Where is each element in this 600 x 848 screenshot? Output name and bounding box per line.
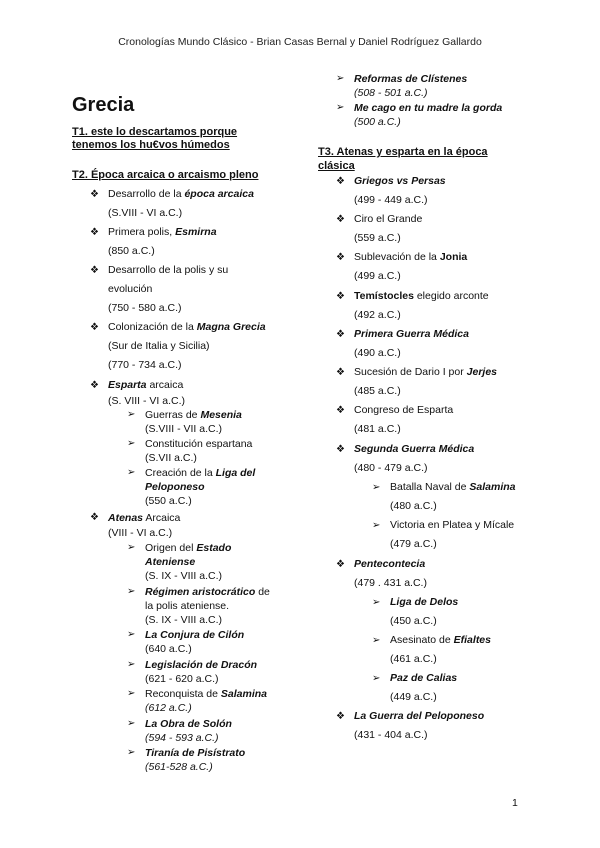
item-date: (479 a.C.) <box>390 538 437 550</box>
list-item-cont: evolución <box>108 283 153 295</box>
diamond-bullet-icon: ❖ <box>336 252 345 263</box>
item-date: (750 - 580 a.C.) <box>108 302 182 314</box>
list-item: Atenas Arcaica <box>108 512 181 524</box>
diamond-bullet-icon: ❖ <box>336 559 345 570</box>
sub-item: Constitución espartana <box>145 438 253 450</box>
item-date: (770 - 734 a.C.) <box>108 359 182 371</box>
list-item: Me cago en tu madre la gorda <box>354 102 503 114</box>
sub-item: Victoria en Platea y Mícale <box>390 519 515 531</box>
arrow-bullet-icon: ➢ <box>127 718 136 729</box>
item-date: (492 a.C.) <box>354 309 401 321</box>
page-number: 1 <box>512 797 518 809</box>
arrow-bullet-icon: ➢ <box>127 659 136 670</box>
sub-item: Creación de la Liga del <box>145 467 256 479</box>
sub-item-cont: Peloponeso <box>145 481 205 493</box>
arrow-bullet-icon: ➢ <box>372 482 381 493</box>
sub-item: Batalla Naval de Salamina <box>390 481 516 493</box>
list-item: Sublevación de la Jonia <box>354 251 468 263</box>
arrow-bullet-icon: ➢ <box>372 635 381 646</box>
diamond-bullet-icon: ❖ <box>336 176 345 187</box>
arrow-bullet-icon: ➢ <box>372 597 381 608</box>
sub-item-cont: Ateniense <box>145 556 196 568</box>
item-date: (431 - 404 a.C.) <box>354 729 428 741</box>
item-date: (559 a.C.) <box>354 232 401 244</box>
item-date: (621 - 620 a.C.) <box>145 673 219 685</box>
list-item: Colonización de la Magna Grecia <box>108 321 266 333</box>
arrow-bullet-icon: ➢ <box>127 586 136 597</box>
arrow-bullet-icon: ➢ <box>372 520 381 531</box>
item-date: (508 - 501 a.C.) <box>354 87 428 99</box>
sub-item: La Conjura de Cilón <box>145 629 245 641</box>
item-date: (S.VIII - VI a.C.) <box>108 207 183 219</box>
item-date: (640 a.C.) <box>145 643 192 655</box>
item-date: (500 a.C.) <box>354 116 401 128</box>
sub-item: Régimen aristocrático de <box>145 586 270 598</box>
list-item: Ciro el Grande <box>354 213 423 225</box>
diamond-bullet-icon: ❖ <box>90 322 99 333</box>
list-item: Pentecontecia <box>354 558 426 570</box>
list-item: Desarrollo de la época arcaica <box>108 188 254 200</box>
sub-item: La Obra de Solón <box>145 718 232 730</box>
item-date: (S. IX - VIII a.C.) <box>145 614 223 626</box>
list-item: Sucesión de Dario I por Jerjes <box>354 366 498 378</box>
list-item: La Guerra del Peloponeso <box>354 710 485 722</box>
arrow-bullet-icon: ➢ <box>127 747 136 758</box>
item-date: (S.VIII - VII a.C.) <box>145 423 223 435</box>
arrow-bullet-icon: ➢ <box>127 409 136 420</box>
arrow-bullet-icon: ➢ <box>127 629 136 640</box>
item-date: (561-528 a.C.) <box>145 761 213 773</box>
page-header: Cronologías Mundo Clásico - Brian Casas Bernal y Daniel Rodríguez Gallardo <box>118 36 482 48</box>
item-date: (550 a.C.) <box>145 495 192 507</box>
item-date: (480 - 479 a.C.) <box>354 462 428 474</box>
diamond-bullet-icon: ❖ <box>90 227 99 238</box>
item-date: (VIII - VI a.C.) <box>108 527 173 539</box>
item-date: (481 a.C.) <box>354 423 401 435</box>
list-item: Reformas de Clístenes <box>354 73 468 85</box>
list-item: Temístocles elegido arconte <box>354 290 489 302</box>
item-date: (461 a.C.) <box>390 653 437 665</box>
item-date: (485 a.C.) <box>354 385 401 397</box>
arrow-bullet-icon: ➢ <box>127 467 136 478</box>
arrow-bullet-icon: ➢ <box>127 688 136 699</box>
arrow-bullet-icon: ➢ <box>336 102 345 113</box>
diamond-bullet-icon: ❖ <box>336 444 345 455</box>
item-date: (S.VII a.C.) <box>145 452 197 464</box>
diamond-bullet-icon: ❖ <box>336 405 345 416</box>
diamond-bullet-icon: ❖ <box>90 380 99 391</box>
list-item: Primera Guerra Médica <box>354 328 469 340</box>
sub-item-cont: la polis ateniense. <box>145 600 230 612</box>
diamond-bullet-icon: ❖ <box>336 711 345 722</box>
diamond-bullet-icon: ❖ <box>336 367 345 378</box>
document-title: Grecia <box>72 94 135 116</box>
list-item: Segunda Guerra Médica <box>354 443 475 455</box>
list-item: Esparta arcaica <box>108 379 184 391</box>
item-date: (594 - 593 a.C.) <box>145 732 219 744</box>
arrow-bullet-icon: ➢ <box>127 438 136 449</box>
list-item: Primera polis, Esmirna <box>108 226 217 238</box>
item-date: (480 a.C.) <box>390 500 437 512</box>
diamond-bullet-icon: ❖ <box>336 214 345 225</box>
item-date: (499 a.C.) <box>354 270 401 282</box>
diamond-bullet-icon: ❖ <box>90 189 99 200</box>
item-date: (S. VIII - VI a.C.) <box>108 395 186 407</box>
item-date: (S. IX - VIII a.C.) <box>145 570 223 582</box>
sub-item: Paz de Calias <box>390 672 458 684</box>
sub-item: Origen del Estado <box>145 542 232 554</box>
item-date: (449 a.C.) <box>390 691 437 703</box>
sub-item: Reconquista de Salamina <box>145 688 267 700</box>
arrow-bullet-icon: ➢ <box>127 542 136 553</box>
list-item: Congreso de Esparta <box>354 404 454 416</box>
sub-item: Guerras de Mesenia <box>145 409 242 421</box>
item-date: (850 a.C.) <box>108 245 155 257</box>
item-date: (479 . 431 a.C.) <box>354 577 427 589</box>
arrow-bullet-icon: ➢ <box>336 73 345 84</box>
list-item: Griegos vs Persas <box>354 175 446 187</box>
diamond-bullet-icon: ❖ <box>90 512 99 523</box>
diamond-bullet-icon: ❖ <box>336 291 345 302</box>
sub-item: Asesinato de Efialtes <box>390 634 491 646</box>
sub-item: Liga de Delos <box>390 596 459 608</box>
sub-item: Tiranía de Pisístrato <box>145 747 246 759</box>
item-date: (499 - 449 a.C.) <box>354 194 428 206</box>
item-date: (450 a.C.) <box>390 615 437 627</box>
diamond-bullet-icon: ❖ <box>90 265 99 276</box>
list-item: Desarrollo de la polis y su <box>108 264 229 276</box>
item-date: (490 a.C.) <box>354 347 401 359</box>
sub-item: Legislación de Dracón <box>145 659 258 671</box>
arrow-bullet-icon: ➢ <box>372 673 381 684</box>
list-item-cont: (Sur de Italia y Sicilia) <box>108 340 210 352</box>
diamond-bullet-icon: ❖ <box>336 329 345 340</box>
heading-t2: T2. Época arcaica o arcaismo pleno <box>72 169 259 181</box>
item-date: (612 a.C.) <box>145 702 192 714</box>
